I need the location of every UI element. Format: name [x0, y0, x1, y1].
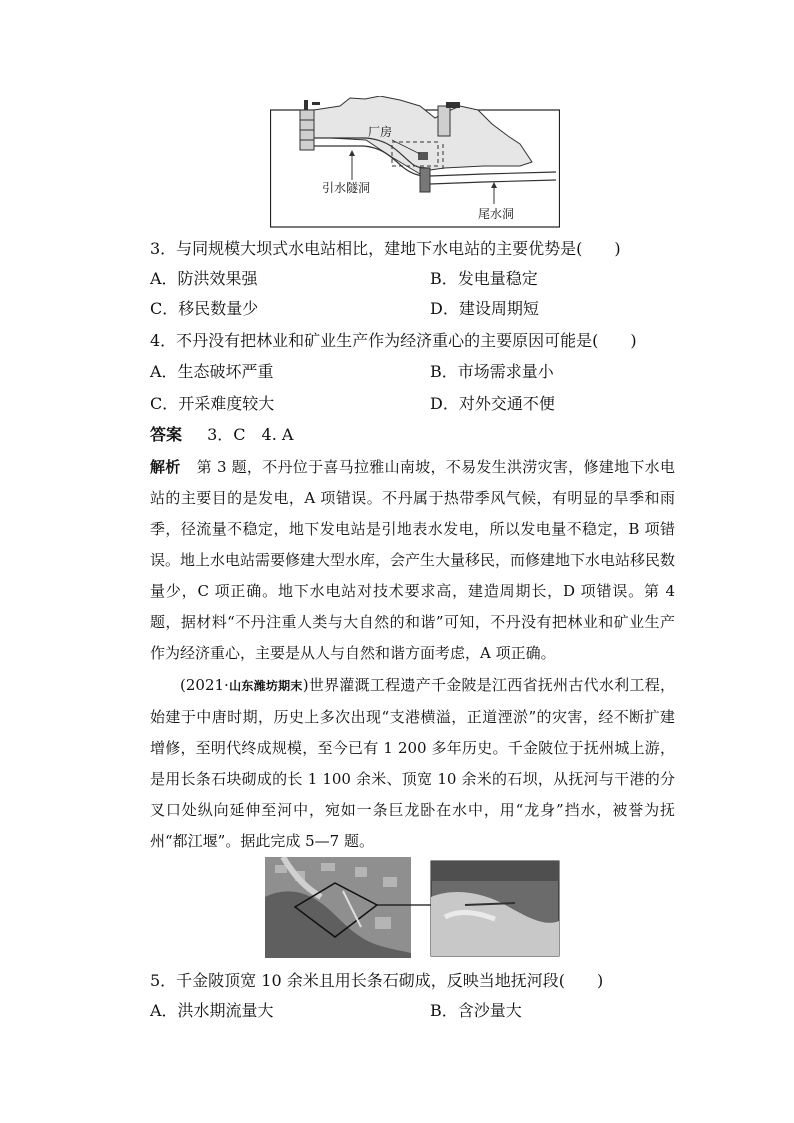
tunnel-label: 引水隧洞 [322, 181, 371, 195]
material-paragraph [150, 670, 675, 857]
answer-text: 3．C 4. A [207, 425, 294, 444]
material-source: 山东潍坊期末 [228, 679, 303, 693]
material-text: 世界灌溉工程遗产千金陂是江西省抚州古代水利工程，始建于中唐时期，历史上多次出现“支港横溢，正道湮淤”的灾害，经不断扩建增修，至明代终成规模，至今已有 1 200 多年历史。千金陂位于抚州城上游，是用长条石块砌成的长 1 100 余米、顶宽 10 余米的石坝，从抚河与干港的分叉口处纵向延伸至河中，宛如一条巨龙卧在水中，用“龙身”挡水，被誉为抚州“都江堰”。据此完成 5—7 题。 [150, 676, 675, 850]
q3-option-d[interactable]: D．建设周期短 [430, 299, 539, 318]
analysis-label: 解析 [150, 458, 181, 476]
q4-option-b[interactable]: B．市场需求量小 [430, 362, 554, 381]
analysis-paragraph [150, 452, 675, 669]
q3-option-a[interactable]: A．防洪效果强 [150, 269, 258, 288]
analysis-text: 第 3 题，不丹位于喜马拉雅山南坡，不易发生洪涝灾害，修建地下水电站的主要目的是发电，A 项错误。不丹属于热带季风气候，有明显的旱季和雨季，径流量不稳定，地下发电站是引地表水发电，所以发电量不稳定，B 项错误。地上水电站需要修建大型水库，会产生大量移民，而修建地下水电站移民数量少，C 项正确。地下水电站对技术要求高，建造周期长，D 项错误。第 4 题，据材料“不丹注重人类与大自然的和谐”可知，不丹没有把林业和矿业生产作为经济重心，主要是从人与自然和谐方面考虑，A 项正确。 [150, 458, 676, 662]
qianjinbei-figure [265, 857, 560, 959]
q4-option-c[interactable]: C．开采难度较大 [150, 394, 275, 413]
q3-option-b[interactable]: B．发电量稳定 [430, 269, 538, 288]
hydropower-diagram [270, 96, 560, 228]
q5-option-a[interactable]: A．洪水期流量大 [150, 1001, 274, 1020]
answer-line [150, 424, 293, 446]
q4-option-a[interactable]: A．生态破坏严重 [150, 362, 274, 381]
q4-option-d[interactable]: D．对外交通不便 [430, 394, 555, 413]
q4-stem: 4．不丹没有把林业和矿业生产作为经济重心的主要原因可能是( ) [150, 331, 637, 350]
q3-option-c[interactable]: C．移民数量少 [150, 299, 259, 318]
q3-stem: 3．与同规模大坝式水电站相比，建地下水电站的主要优势是( ) [150, 239, 621, 258]
plant-label: 厂房 [368, 125, 393, 139]
q5-stem: 5．千金陂顶宽 10 余米且用长条石砌成，反映当地抚河段( ) [150, 971, 604, 990]
tail-label: 尾水洞 [478, 207, 515, 221]
material-close: ) [302, 676, 309, 694]
material-year: (2021· [180, 676, 229, 694]
answer-label: 答案 [150, 425, 183, 444]
q5-option-b[interactable]: B．含沙量大 [430, 1001, 522, 1020]
